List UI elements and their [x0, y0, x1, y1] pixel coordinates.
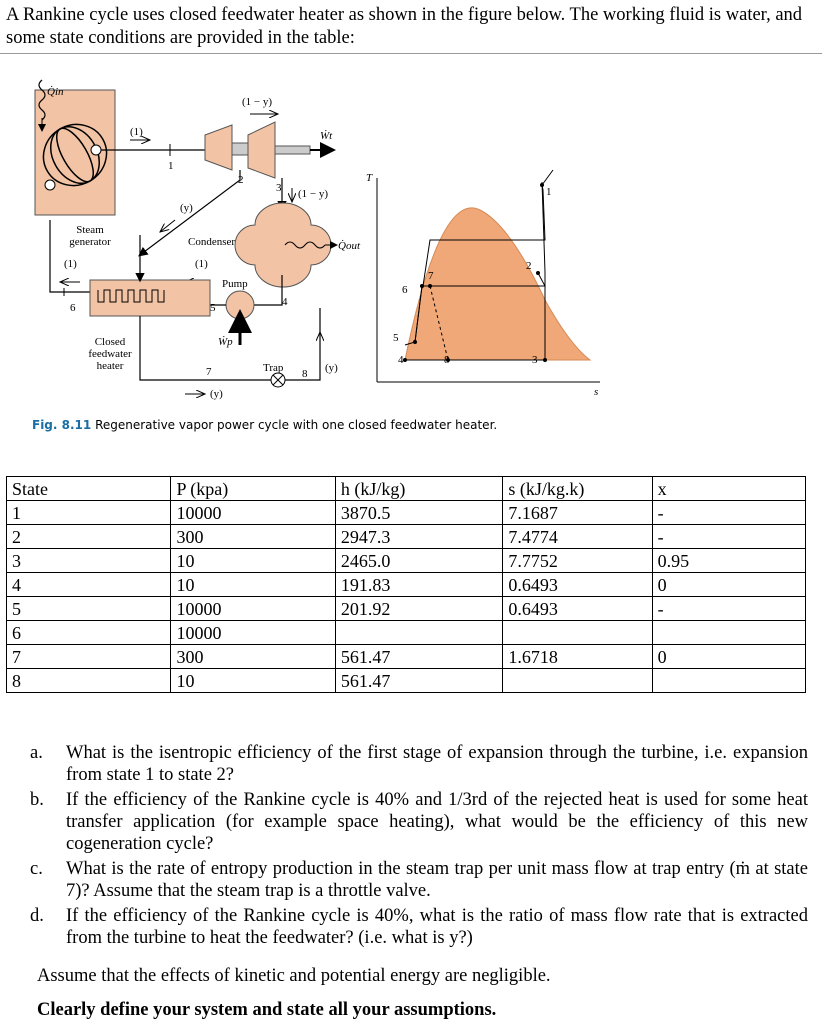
- table-cell: 7: [7, 645, 171, 669]
- table-row: [7, 549, 806, 573]
- question-text: What is the isentropic efficiency of the first stage of expansion through the turbine, i.e. expansion from state 1 to state 2?: [66, 743, 808, 785]
- state-label: 3: [276, 182, 282, 194]
- table-cell: 10: [171, 549, 335, 573]
- flow-label: (1): [64, 258, 77, 270]
- figure-caption: [32, 418, 497, 432]
- pump-circle: [226, 291, 254, 319]
- table-cell: State: [7, 477, 171, 501]
- question-label: c.: [30, 859, 43, 879]
- table-cell: P (kpa): [171, 477, 335, 501]
- figure: [20, 60, 620, 440]
- table-cell: 0.6493: [503, 573, 652, 597]
- question-label: d.: [30, 906, 44, 926]
- instruction-text: Clearly define your system and state all your assumptions.: [37, 1000, 497, 1020]
- state-label: 7: [206, 366, 212, 378]
- flow-label: (y): [325, 362, 338, 374]
- question-label: b.: [30, 790, 44, 810]
- table-cell: [503, 621, 652, 645]
- state-table: [6, 476, 806, 693]
- shaft: [275, 146, 310, 154]
- fwh-label: Closed feedwater heater: [88, 336, 132, 372]
- intro-paragraph: A Rankine cycle uses closed feedwater heater as shown in the figure below. The working fluid is water, and some state conditions are provided in the table:: [6, 5, 803, 48]
- table-cell: 5: [7, 597, 171, 621]
- trap-label: Trap: [263, 362, 284, 374]
- table-cell: 191.83: [335, 573, 502, 597]
- table-header-row: [7, 477, 806, 501]
- state-label: 2: [238, 174, 244, 186]
- wp-label: Ẇp: [218, 336, 233, 348]
- table-cell: 561.47: [335, 645, 502, 669]
- assumption-text: Assume that the effects of kinetic and potential energy are negligible.: [37, 966, 551, 986]
- table-cell: 2947.3: [335, 525, 502, 549]
- table-row: [7, 645, 806, 669]
- table-cell: 7.7752: [503, 549, 652, 573]
- question-label: a.: [30, 743, 43, 763]
- table-cell: -: [652, 501, 805, 525]
- table-cell: 10: [171, 573, 335, 597]
- table-cell: 0: [652, 573, 805, 597]
- table-cell: 3: [7, 549, 171, 573]
- table-cell: [652, 669, 805, 693]
- table-row: [7, 669, 806, 693]
- table-cell: [335, 621, 502, 645]
- table-cell: 2: [7, 525, 171, 549]
- table-cell: -: [652, 597, 805, 621]
- table-cell: 3870.5: [335, 501, 502, 525]
- steam-generator-label: Steam generator: [69, 224, 111, 248]
- table-cell: 300: [171, 525, 335, 549]
- q-in-label: Q̇in: [47, 86, 64, 98]
- state-label: 6: [70, 302, 76, 314]
- table-row: [7, 501, 806, 525]
- question-text: If the efficiency of the Rankine cycle is 40% and 1/3rd of the rejected heat is used for some heat transfer application (for example space heating), what would be the efficiency of this new cogeneration cycle?: [66, 790, 808, 854]
- table-cell: [652, 621, 805, 645]
- question-item: [30, 789, 808, 855]
- table-cell: 0: [652, 645, 805, 669]
- table-cell: 10000: [171, 501, 335, 525]
- table-cell: 300: [171, 645, 335, 669]
- table-cell: 10: [171, 669, 335, 693]
- table-row: [7, 573, 806, 597]
- caption-number: Fig. 8.11: [32, 418, 92, 432]
- table-cell: 1: [7, 501, 171, 525]
- flow-label: (y): [210, 388, 223, 400]
- ts-state-label: 8: [444, 354, 450, 366]
- caption-text: Regenerative vapor power cycle with one closed feedwater heater.: [95, 418, 498, 432]
- condenser-shape: [235, 203, 331, 287]
- table-cell: s (kJ/kg.k): [503, 477, 652, 501]
- table-row: [7, 597, 806, 621]
- turbine-hp: [205, 125, 232, 170]
- table-cell: -: [652, 525, 805, 549]
- turbine-lp: [248, 122, 275, 178]
- steam-generator-box: [35, 90, 115, 215]
- pump-label: Pump: [222, 278, 248, 290]
- table-row: [7, 621, 806, 645]
- flow-label: (1): [130, 126, 143, 138]
- table-cell: 2465.0: [335, 549, 502, 573]
- condenser-label: Condenser: [188, 236, 236, 248]
- divider: [0, 53, 822, 54]
- question-text: If the efficiency of the Rankine cycle is 40%, what is the ratio of mass flow rate that is extracted from the turbine to heat the feedwater? (i.e. what is y?): [66, 906, 808, 948]
- table-cell: 201.92: [335, 597, 502, 621]
- question-list: [30, 742, 808, 952]
- flow-label: (1 − y): [298, 188, 329, 200]
- ts-state-label: 3: [532, 354, 538, 366]
- table-cell: [503, 669, 652, 693]
- question-item: [30, 742, 808, 786]
- ts-state-label: 7: [428, 270, 434, 282]
- table-cell: 6: [7, 621, 171, 645]
- ts-t-label: T: [366, 172, 373, 184]
- table-cell: 0.6493: [503, 597, 652, 621]
- state-label: 8: [302, 368, 308, 380]
- table-cell: 7.4774: [503, 525, 652, 549]
- table-cell: 1.6718: [503, 645, 652, 669]
- table-cell: 7.1687: [503, 501, 652, 525]
- table-cell: h (kJ/kg): [335, 477, 502, 501]
- question-item: [30, 858, 808, 902]
- flow-label: (1): [195, 258, 208, 270]
- table-cell: 0.95: [652, 549, 805, 573]
- vapor-dome: [405, 208, 590, 360]
- table-cell: 4: [7, 573, 171, 597]
- table-cell: 8: [7, 669, 171, 693]
- question-item: [30, 905, 808, 949]
- state-label: 5: [210, 302, 216, 314]
- state-label: 1: [168, 160, 174, 172]
- table-row: [7, 525, 806, 549]
- state-label: 4: [282, 296, 288, 308]
- question-text: What is the rate of entropy production in the steam trap per unit mass flow at trap entry (ṁ at state 7)? Assume that the steam trap is a throttle valve.: [66, 859, 808, 901]
- ts-state-label: 5: [393, 332, 399, 344]
- table-cell: 561.47: [335, 669, 502, 693]
- q-out-label: Q̇out: [338, 240, 360, 252]
- flow-label: (y): [180, 202, 193, 214]
- ts-s-label: s: [594, 386, 599, 398]
- table-cell: x: [652, 477, 805, 501]
- table-cell: 10000: [171, 621, 335, 645]
- wt-label: Ẇt: [320, 130, 333, 142]
- fwh-box: [90, 280, 210, 316]
- ts-state-label: 4: [398, 354, 404, 366]
- table-cell: 10000: [171, 597, 335, 621]
- flow-label: (1 − y): [242, 96, 273, 108]
- ts-state-label: 2: [526, 260, 532, 272]
- ts-state-label: 6: [402, 284, 408, 296]
- ts-state-label: 1: [546, 186, 552, 198]
- figure-svg: [20, 60, 620, 440]
